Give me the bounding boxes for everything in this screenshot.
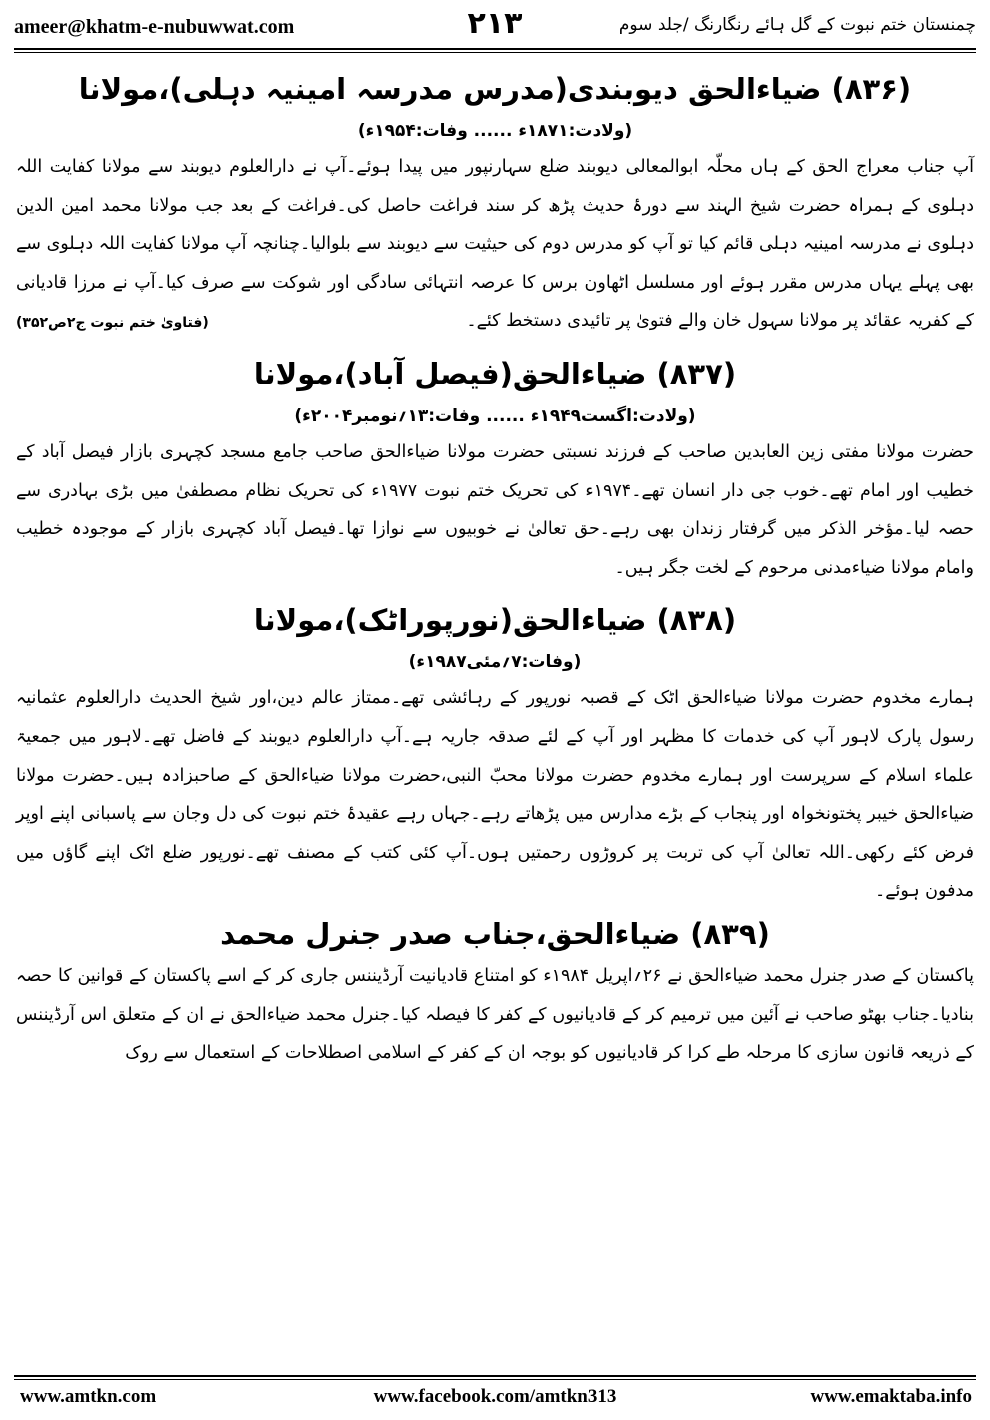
entry-body-text: آپ جناب معراج الحق کے ہاں محلّہ ابوالمعالی دیوبند ضلع سہارنپور میں پیدا ہوئے۔آپ نے دارالعلوم دیوبند سے مولانا کفایت اللہ دہلوی کے ہمراہ حضرت شیخ الہند سے دورۂ حدیث پڑھ کر سند فراغت حاصل کی۔فراغت کے بعد جب مولانا محمد امین الدین دہلوی نے مدرسہ امینیہ دہلی قائم کیا تو آپ کو مدرس دوم کی حیثیت سے دیوبند سے بلوالیا۔چنانچہ آپ مولانا کفایت اللہ دہلوی سے بھی پہلے یہاں مدرس مقرر ہوئے اور مسلسل اٹھاون برس کا عرصہ انتہائی سادگی اور شوکت سے صرف کیا۔آپ نے مرزا قادیانی کے کفریہ عقائد پر مولانا سہول خان والے فتویٰ پر تائیدی دستخط کئے۔ [16,157,974,332]
footer-link-emaktaba[interactable]: www.emaktaba.info [810,1386,972,1407]
footer-link-facebook[interactable]: www.facebook.com/amtkn313 [373,1386,617,1407]
page-number: ۲۱۳ [467,6,523,41]
entry-heading: (۸۳۹) ضیاءالحق،جناب صدر جنرل محمد [220,916,770,951]
entry-838 [16,597,974,911]
footer-rule-thin [14,1379,976,1380]
entry-836 [16,66,974,341]
entry-heading: (۸۳۸) ضیاءالحق(نورپوراٹک)،مولانا [253,603,737,638]
entry-heading: (۸۳۶) ضیاءالحق دیوبندی(مدرس مدرسہ امینیہ دہلی)،مولانا [78,72,912,106]
header-rule [14,48,976,50]
entry-body: پاکستان کے صدر جنرل محمد ضیاءالحق نے ۲۶؍اپریل ۱۹۸۴ء کو امتناع قادیانیت آرڈیننس جاری کر کے اسے پاکستان کے قوانین کا حصہ بنادیا۔جناب بھٹو صاحب نے آئین میں ترمیم کر کے قادیانیوں کے کفر کا فیصلہ کیا۔جنرل محمد ضیاءالحق نے ان کے متعلق اس آرڈیننس کے ذریعہ قانون سازی کا مرحلہ طے کرا کر قادیانیوں کو بوجہ ان کے کفر کے اسلامی اصطلاحات کے استعمال سے روک [16,965,974,1064]
entry-citation: (فتاویٰ ختم نبوت ج۲ص۳۵۲) [16,315,209,332]
entry-dates: (ولادت:اگست۱۹۴۹ء ...... وفات:۱۳؍نومبر۲۰۰۴ء) [294,405,696,426]
entry-body: ہمارے مخدوم حضرت مولانا ضیاءالحق اٹک کے قصبہ نورپور کے رہائشی تھے۔ممتاز عالم دین،اور شیخ الحدیث دارالعلوم عثمانیہ رسول پارک لاہور آپ کی خدمات کا مظہر اور آپ کے لئے صدقہ جاریہ ہے۔آپ دارالعلوم دیوبند کے فاضل تھے۔لاہور میں جمعیۃ علماء اسلام کے سرپرست اور ہمارے مخدوم حضرت مولانا محبّ النبی،حضرت مولانا ضیاءالحق کے صاحبزادہ ہیں۔حضرت مولانا ضیاءالحق خیبر پختونخواہ اور پنجاب کے بڑے مدارس میں پڑھاتے رہے۔جہاں رہے عقیدۂ ختم نبوت کی دل وجان سے پاسبانی اپنے اوپر فرض کئے رکھی۔اللہ تعالیٰ آپ کی تربت پر کروڑوں رحمتیں ہوں۔آپ کئی کتب کے مصنف تھے۔نورپور ضلع اٹک اپنے گاؤں میں مدفون ہوئے۔ [16,688,974,902]
page-footer [14,1384,976,1414]
page-header [14,6,976,44]
entry-heading: (۸۳۷) ضیاءالحق(فیصل آباد)،مولانا [253,356,737,391]
book-title: چمنستان ختم نبوت کے گل ہائے رنگارنگ /جلد سوم [618,15,976,35]
header-rule-thin [14,52,976,53]
entry-dates: (وفات:۷؍مئی۱۹۸۷ء) [408,652,582,673]
page-body [16,66,974,1073]
footer-rule [14,1375,976,1377]
entry-839 [16,911,974,1073]
entry-dates: (ولادت:۱۸۷۱ء ...... وفات:۱۹۵۴ء) [357,121,633,141]
header-email: ameer@khatm-e-nubuwwat.com [14,16,295,38]
entry-body [16,148,974,341]
footer-link-amtkn[interactable]: www.amtkn.com [20,1386,157,1407]
entry-body: حضرت مولانا مفتی زین العابدین صاحب کے فرزند نسبتی حضرت مولانا ضیاءالحق صاحب جامع مسجد کچہری بازار فیصل آباد کے خطیب اور امام تھے۔خوب جی دار انسان تھے۔۱۹۷۴ء کی تحریک ختم نبوت ۱۹۷۷ء کی تحریک نظام مصطفیٰ میں بڑی بہادری سے حصہ لیا۔مؤخر الذکر میں گرفتار زندان بھی رہے۔حق تعالیٰ نے خوبیوں سے نوازا تھا۔فیصل آباد کچہری بازار کے موجودہ خطیب وامام مولانا ضیاءمدنی مرحوم کے لخت جگر ہیں۔ [16,441,974,578]
entry-837 [16,351,974,587]
